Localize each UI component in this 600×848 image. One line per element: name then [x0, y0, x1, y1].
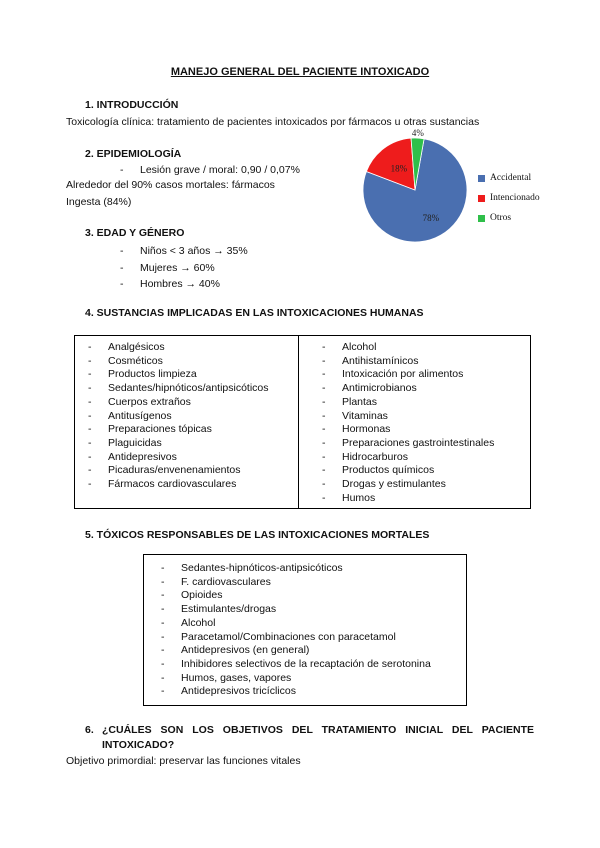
section-4-heading: 4. SUSTANCIAS IMPLICADAS EN LAS INTOXICACIONES HUMANAS	[85, 307, 424, 319]
list-item: - Opioides	[161, 589, 431, 603]
list-item: - Inhibidores selectivos de la recaptación de serotonina	[161, 658, 431, 672]
legend-swatch	[478, 215, 485, 222]
list-item: - Plaguicidas	[88, 437, 269, 451]
list-item: - Humos	[322, 492, 494, 506]
list-item: - Antitusígenos	[88, 410, 269, 424]
list-item: - Antidepresivos (en general)	[161, 644, 431, 658]
list-item: - Niños < 3 años → 35%	[120, 243, 248, 260]
pie-chart	[360, 127, 470, 245]
list-item: - Cosméticos	[88, 355, 269, 369]
legend-label: Accidental	[490, 173, 532, 183]
list-item: - Vitaminas	[322, 410, 494, 424]
section-3-heading: 3. EDAD Y GÉNERO	[85, 227, 185, 239]
section-2-text-2: Ingesta (84%)	[66, 196, 132, 208]
legend-item-otros	[478, 208, 540, 228]
list-item: - Hormonas	[322, 423, 494, 437]
list-item: - Preparaciones tópicas	[88, 423, 269, 437]
slice-label: 18%	[390, 163, 408, 174]
list-item: - Antidepresivos	[88, 451, 269, 465]
mortal-toxics-list	[161, 562, 431, 699]
mortal-toxics-box	[143, 554, 467, 706]
age-gender-list	[120, 243, 248, 293]
list-item: - Sedantes/hipnóticos/antipsicóticos	[88, 382, 269, 396]
substances-table	[74, 335, 531, 509]
section-6-heading-line-1: ¿CUÁLES SON LOS OBJETIVOS DEL TRATAMIENTO INICIAL DEL PACIENTE	[102, 724, 534, 736]
legend-swatch	[478, 195, 485, 202]
section-1-heading: 1. INTRODUCCIÓN	[85, 99, 179, 111]
list-item: - Paracetamol/Combinaciones con paracetamol	[161, 631, 431, 645]
list-item: - Alcohol	[322, 341, 494, 355]
legend-swatch	[478, 175, 485, 182]
list-item: - Productos químicos	[322, 464, 494, 478]
list-item: - Alcohol	[161, 617, 431, 631]
list-item: - Hombres → 40%	[120, 276, 248, 293]
list-item: - F. cardiovasculares	[161, 576, 431, 590]
list-item: - Analgésicos	[88, 341, 269, 355]
slice-label: 4%	[411, 127, 424, 138]
chart-legend	[478, 168, 540, 228]
list-item: - Sedantes-hipnóticos-antipsicóticos	[161, 562, 431, 576]
list-item: - Hidrocarburos	[322, 451, 494, 465]
list-item: - Productos limpieza	[88, 368, 269, 382]
list-item: - Drogas y estimulantes	[322, 478, 494, 492]
list-item: - Antimicrobianos	[322, 382, 494, 396]
substances-left-column	[88, 341, 269, 492]
list-item: - Plantas	[322, 396, 494, 410]
list-item: - Antihistamínicos	[322, 355, 494, 369]
list-item: - Antidepresivos tricíclicos	[161, 685, 431, 699]
legend-item-accidental	[478, 168, 540, 188]
section-6-number: 6.	[85, 724, 94, 736]
list-item: - Lesión grave / moral: 0,90 / 0,07%	[120, 164, 300, 178]
list-item: - Fármacos cardiovasculares	[88, 478, 269, 492]
section-2-heading: 2. EPIDEMIOLOGÍA	[85, 148, 182, 160]
list-item: - Estimulantes/drogas	[161, 603, 431, 617]
list-item: - Humos, gases, vapores	[161, 672, 431, 686]
table-divider	[298, 336, 299, 508]
section-2-text-1: Alrededor del 90% casos mortales: fármacos	[66, 179, 275, 191]
list-item: - Mujeres → 60%	[120, 260, 248, 277]
legend-item-intencionado	[478, 188, 540, 208]
section-1-text: Toxicología clínica: tratamiento de pacientes intoxicados por fármacos u otras sustancias	[66, 116, 480, 128]
section-6-heading-line-2: INTOXICADO?	[102, 739, 175, 751]
substances-right-column	[322, 341, 494, 505]
legend-label: Intencionado	[490, 193, 540, 203]
epidemiology-list	[120, 164, 300, 178]
list-item: - Preparaciones gastrointestinales	[322, 437, 494, 451]
slice-label: 78%	[422, 213, 440, 224]
legend-label: Otros	[490, 213, 512, 223]
section-6-text: Objetivo primordial: preservar las funciones vitales	[66, 755, 301, 767]
list-item: - Cuerpos extraños	[88, 396, 269, 410]
section-5-heading: 5. TÓXICOS RESPONSABLES DE LAS INTOXICACIONES MORTALES	[85, 529, 430, 541]
document-title: MANEJO GENERAL DEL PACIENTE INTOXICADO	[170, 66, 430, 78]
list-item: - Picaduras/envenenamientos	[88, 464, 269, 478]
list-item: - Intoxicación por alimentos	[322, 368, 494, 382]
